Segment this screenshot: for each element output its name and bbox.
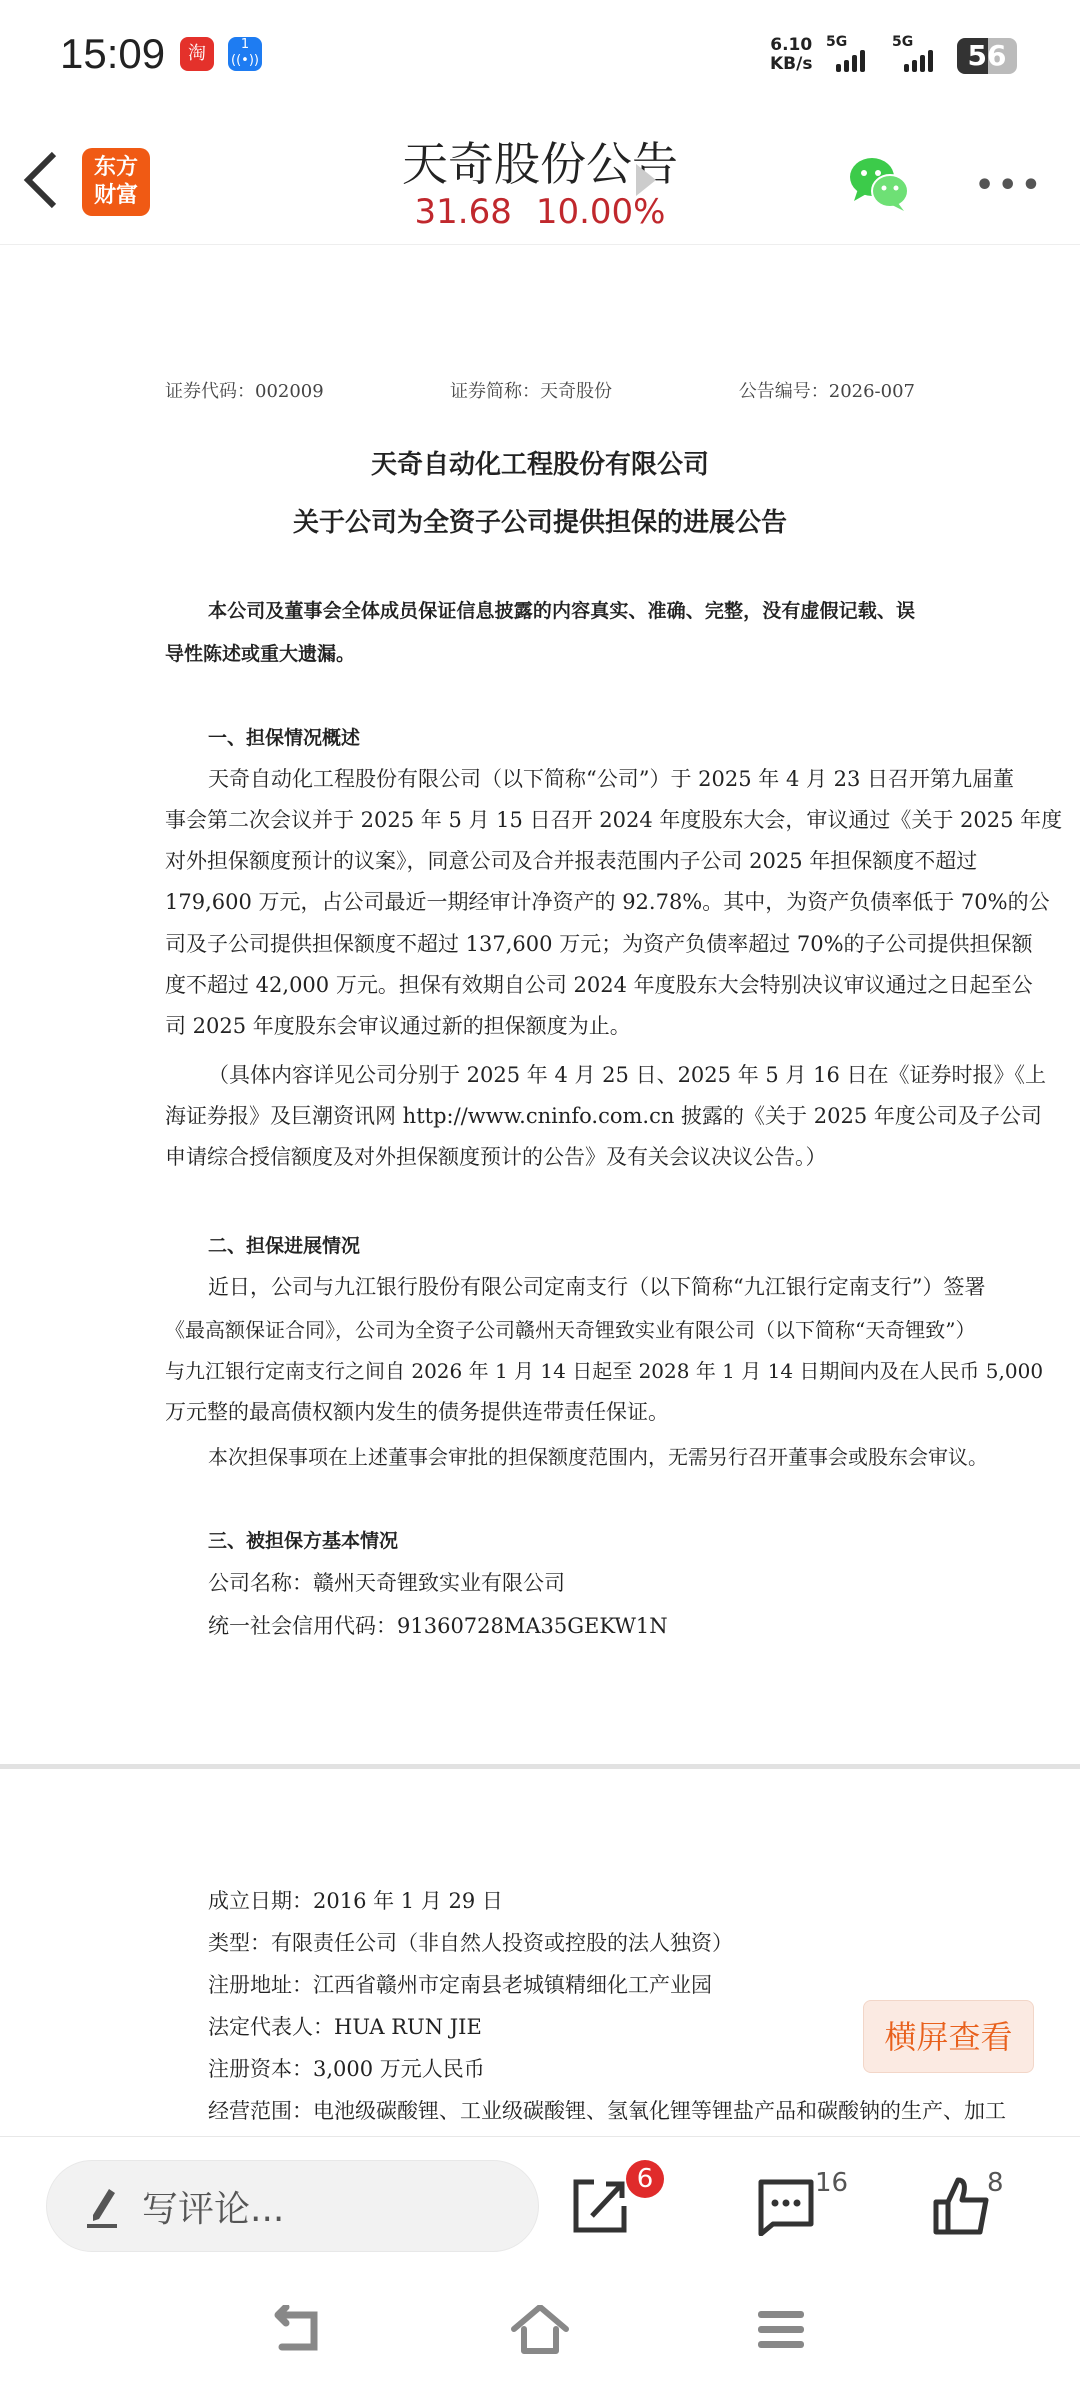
landscape-view-button[interactable]: 横屏查看 bbox=[863, 2000, 1034, 2073]
paragraph-line: 司 2025 年度股东会审议通过新的担保额度为止。 bbox=[165, 1014, 631, 1038]
security-code: 证券代码：002009 bbox=[165, 381, 324, 402]
legal-representative: 法定代表人：HUA RUN JIE bbox=[208, 2015, 482, 2039]
back-icon bbox=[270, 2305, 330, 2355]
document-subtitle: 关于公司为全资子公司提供担保的进展公告 bbox=[292, 508, 787, 538]
logo-text: 财富 bbox=[93, 183, 138, 208]
chevron-right-icon[interactable] bbox=[636, 164, 656, 196]
paragraph-line: 申请综合授信额度及对外担保额度预计的公告》及有关会议决议公告。） bbox=[165, 1145, 827, 1169]
like-count: 8 bbox=[987, 2168, 1004, 2198]
menu-icon bbox=[752, 2305, 812, 2355]
paragraph-line: 万元整的最高债权额内发生的债务提供连带责任保证。 bbox=[165, 1400, 669, 1424]
comments-button[interactable] bbox=[757, 2176, 817, 2236]
company-name: 公司名称：赣州天奇锂致实业有限公司 bbox=[208, 1571, 565, 1595]
share-button[interactable] bbox=[572, 2176, 632, 2236]
wechat-icon bbox=[848, 155, 910, 211]
document-title: 天奇自动化工程股份有限公司 bbox=[370, 450, 709, 480]
paragraph-line: 司及子公司提供担保额度不超过 137,600 万元；为资产负债率超过 70%的子公司提供担保额 bbox=[165, 932, 1033, 956]
page-break bbox=[0, 1764, 1080, 1769]
pencil-icon bbox=[85, 2187, 119, 2229]
taobao-app-icon: 淘 bbox=[180, 37, 214, 71]
company-type: 类型：有限责任公司（非自然人投资或控股的法人独资） bbox=[208, 1931, 733, 1955]
registered-capital: 注册资本：3,000 万元人民币 bbox=[208, 2057, 485, 2081]
comment-icon bbox=[757, 2176, 817, 2236]
nav-back-button[interactable] bbox=[270, 2305, 330, 2355]
signal-sim1-icon: 5G bbox=[826, 34, 847, 50]
statement-line: 导性陈述或重大遗漏。 bbox=[165, 643, 356, 665]
net-speed-unit: KB/s bbox=[770, 54, 813, 74]
page-title: 天奇股份公告 bbox=[402, 137, 678, 191]
share-icon bbox=[572, 2176, 632, 2236]
status-time: 15:09 bbox=[60, 30, 166, 77]
paragraph-line: 对外担保额度预计的议案》，同意公司及合并报表范围内子公司 2025 年担保额度不超过 bbox=[165, 849, 978, 873]
paragraph-line: （具体内容详见公司分别于 2025 年 4 月 25 日、2025 年 5 月 16 日在《证券时报》《上 bbox=[208, 1063, 1046, 1087]
statement-line: 本公司及董事会全体成员保证信息披露的内容真实、准确、完整，没有虚假记载、误 bbox=[208, 600, 915, 622]
comment-count: 16 bbox=[815, 2168, 849, 2198]
security-short-name: 证券简称：天奇股份 bbox=[450, 381, 612, 402]
comment-input[interactable] bbox=[46, 2160, 539, 2252]
like-button[interactable] bbox=[932, 2176, 992, 2236]
nav-home-button[interactable] bbox=[510, 2305, 570, 2355]
business-scope: 经营范围：电池级碳酸锂、工业级碳酸锂、氢氧化锂等锂盐产品和碳酸钠的生产、加工 bbox=[208, 2099, 1006, 2123]
stock-quote[interactable] bbox=[0, 192, 1080, 232]
registered-address: 注册地址：江西省赣州市定南县老城镇精细化工产业园 bbox=[208, 1973, 712, 1997]
paragraph-line: 事会第二次会议并于 2025 年 5 月 15 日召开 2024 年度股东大会，审议通过《关于 2025 年度 bbox=[165, 808, 1063, 832]
paragraph-line: 《最高额保证合同》，公司为全资子公司赣州天奇锂致实业有限公司（以下简称“天奇锂致”） bbox=[165, 1318, 976, 1342]
paragraph-line: 本次担保事项在上述董事会审批的担保额度范围内，无需另行召开董事会或股东会审议。 bbox=[208, 1445, 988, 1469]
comment-placeholder: 写评论... bbox=[142, 2189, 285, 2230]
paragraph-line: 度不超过 42,000 万元。担保有效期自公司 2024 年度股东大会特别决议审议通过之日起至公 bbox=[165, 973, 1033, 997]
logo-text: 东方 bbox=[93, 155, 138, 180]
signal-sim2-icon: 5G bbox=[892, 34, 913, 50]
wechat-share-button[interactable] bbox=[848, 155, 910, 211]
paragraph-line: 近日，公司与九江银行股份有限公司定南支行（以下简称“九江银行定南支行”）签署 bbox=[208, 1275, 986, 1299]
net-speed-value: 6.10 bbox=[770, 35, 813, 55]
home-icon bbox=[510, 2305, 570, 2355]
nav-menu-button[interactable] bbox=[752, 2305, 812, 2355]
paragraph-line: 海证券报》及巨潮资讯网 http://www.cninfo.com.cn 披露的《关于 2025 年度公司及子公司 bbox=[165, 1104, 1042, 1128]
battery-icon: 56 bbox=[957, 38, 1017, 74]
credit-code: 统一社会信用代码：91360728MA35GEKW1N bbox=[208, 1614, 668, 1638]
hotspot-icon: 1 ((•)) bbox=[228, 37, 262, 71]
share-badge: 6 bbox=[626, 2160, 664, 2198]
thumbs-up-icon bbox=[932, 2176, 992, 2236]
stock-change: 10.00% bbox=[535, 192, 666, 232]
hotspot-count: 1 bbox=[240, 37, 250, 52]
section-heading: 三、被担保方基本情况 bbox=[208, 1530, 399, 1552]
network-speed bbox=[770, 36, 812, 74]
paragraph-line: 179,600 万元，占公司最近一期经审计净资产的 92.78%。其中，为资产负债率低于 70%的公 bbox=[165, 890, 1050, 914]
section-heading: 一、担保情况概述 bbox=[208, 727, 361, 749]
header-divider bbox=[0, 244, 1080, 245]
paragraph-line: 天奇自动化工程股份有限公司（以下简称“公司”）于 2025 年 4 月 23 日召开第九届董 bbox=[208, 767, 1015, 791]
stock-price: 31.68 bbox=[414, 192, 512, 232]
announcement-number: 公告编号：2026-007 bbox=[738, 381, 915, 402]
established-date: 成立日期：2016 年 1 月 29 日 bbox=[208, 1889, 503, 1913]
section-heading: 二、担保进展情况 bbox=[208, 1235, 361, 1257]
more-options-button[interactable]: ••• bbox=[975, 168, 1045, 203]
paragraph-line: 与九江银行定南支行之间自 2026 年 1 月 14 日起至 2028 年 1 月 14 日期间内及在人民币 5,000 bbox=[165, 1359, 1044, 1383]
